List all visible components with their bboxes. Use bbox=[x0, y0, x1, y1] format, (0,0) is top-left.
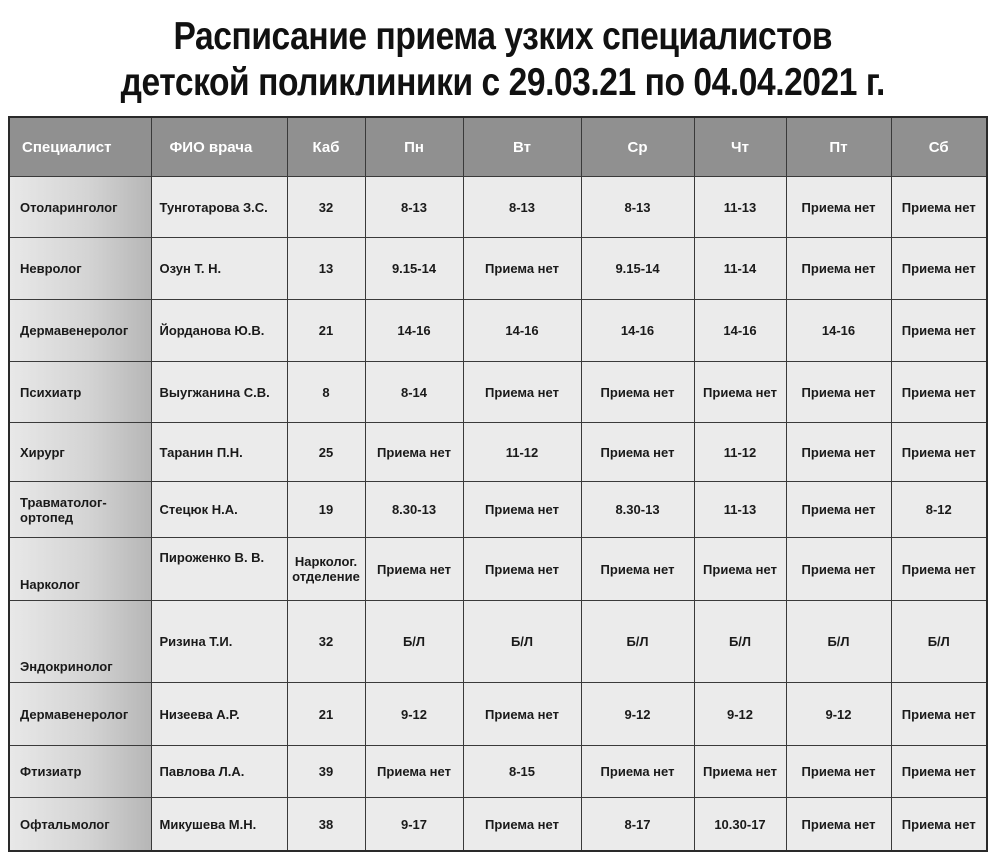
header-room: Каб bbox=[287, 117, 365, 177]
cell-thu: 9-12 bbox=[694, 683, 786, 746]
cell-mon: Приема нет bbox=[365, 538, 463, 601]
cell-sat: Приема нет bbox=[891, 746, 987, 798]
cell-wed: 14-16 bbox=[581, 300, 694, 362]
cell-specialist: Психиатр bbox=[9, 362, 151, 423]
header-tue: Вт bbox=[463, 117, 581, 177]
cell-tue: 8-15 bbox=[463, 746, 581, 798]
cell-room: 32 bbox=[287, 177, 365, 238]
cell-wed: Приема нет bbox=[581, 538, 694, 601]
cell-doctor: Стецюк Н.А. bbox=[151, 482, 287, 538]
cell-doctor: Таранин П.Н. bbox=[151, 423, 287, 482]
table-row bbox=[9, 177, 987, 238]
cell-wed: 9.15-14 bbox=[581, 238, 694, 300]
cell-wed: 8-13 bbox=[581, 177, 694, 238]
cell-wed: 9-12 bbox=[581, 683, 694, 746]
cell-wed: Б/Л bbox=[581, 601, 694, 683]
table-row bbox=[9, 300, 987, 362]
header-sat: Сб bbox=[891, 117, 987, 177]
table-row bbox=[9, 538, 987, 601]
cell-tue: Приема нет bbox=[463, 683, 581, 746]
header-fri: Пт bbox=[786, 117, 891, 177]
cell-room: 21 bbox=[287, 683, 365, 746]
cell-sat: Приема нет bbox=[891, 798, 987, 852]
cell-sat: Приема нет bbox=[891, 300, 987, 362]
cell-mon: Приема нет bbox=[365, 746, 463, 798]
cell-room: 38 bbox=[287, 798, 365, 852]
cell-tue: Б/Л bbox=[463, 601, 581, 683]
cell-sat: Приема нет bbox=[891, 538, 987, 601]
cell-mon: 14-16 bbox=[365, 300, 463, 362]
cell-sat: Приема нет bbox=[891, 683, 987, 746]
cell-doctor: Пироженко В. В. bbox=[151, 538, 287, 601]
cell-specialist: Дермавенеролог bbox=[9, 683, 151, 746]
cell-wed: 8-17 bbox=[581, 798, 694, 852]
cell-thu: 14-16 bbox=[694, 300, 786, 362]
cell-wed: Приема нет bbox=[581, 362, 694, 423]
cell-thu: 11-14 bbox=[694, 238, 786, 300]
cell-sat: Приема нет bbox=[891, 177, 987, 238]
header-specialist: Специалист bbox=[9, 117, 151, 177]
cell-sat: Приема нет bbox=[891, 423, 987, 482]
cell-sat: Б/Л bbox=[891, 601, 987, 683]
table-row bbox=[9, 601, 987, 683]
cell-mon: 8-14 bbox=[365, 362, 463, 423]
cell-thu: 11-12 bbox=[694, 423, 786, 482]
table-row bbox=[9, 683, 987, 746]
cell-fri: Приема нет bbox=[786, 238, 891, 300]
cell-doctor: Павлова Л.А. bbox=[151, 746, 287, 798]
cell-thu: Приема нет bbox=[694, 362, 786, 423]
header-doctor: ФИО врача bbox=[151, 117, 287, 177]
cell-room: 8 bbox=[287, 362, 365, 423]
cell-thu: Приема нет bbox=[694, 746, 786, 798]
cell-room: 19 bbox=[287, 482, 365, 538]
cell-fri: Приема нет bbox=[786, 538, 891, 601]
cell-mon: Б/Л bbox=[365, 601, 463, 683]
cell-thu: Приема нет bbox=[694, 538, 786, 601]
cell-room: 32 bbox=[287, 601, 365, 683]
cell-sat: Приема нет bbox=[891, 362, 987, 423]
cell-tue: 8-13 bbox=[463, 177, 581, 238]
cell-tue: Приема нет bbox=[463, 482, 581, 538]
cell-doctor: Йорданова Ю.В. bbox=[151, 300, 287, 362]
page-title bbox=[73, 14, 933, 106]
cell-tue: 14-16 bbox=[463, 300, 581, 362]
cell-specialist: Нарколог bbox=[9, 538, 151, 601]
table-row bbox=[9, 362, 987, 423]
title-line-1: Расписание приема узких специалистов bbox=[173, 15, 833, 58]
cell-tue: Приема нет bbox=[463, 238, 581, 300]
cell-wed: Приема нет bbox=[581, 746, 694, 798]
cell-specialist: Травматолог-ортопед bbox=[9, 482, 151, 538]
cell-thu: 11-13 bbox=[694, 482, 786, 538]
header-row bbox=[9, 117, 987, 177]
cell-mon: 8-13 bbox=[365, 177, 463, 238]
cell-wed: Приема нет bbox=[581, 423, 694, 482]
cell-room: 39 bbox=[287, 746, 365, 798]
cell-doctor: Тунготарова З.С. bbox=[151, 177, 287, 238]
cell-fri: Приема нет bbox=[786, 423, 891, 482]
table-row bbox=[9, 238, 987, 300]
header-mon: Пн bbox=[365, 117, 463, 177]
cell-doctor: Низеева А.Р. bbox=[151, 683, 287, 746]
table-row bbox=[9, 482, 987, 538]
cell-specialist: Отоларинголог bbox=[9, 177, 151, 238]
title-line-2: детской поликлиники с 29.03.21 по 04.04.2021 г. bbox=[120, 61, 885, 104]
cell-thu: Б/Л bbox=[694, 601, 786, 683]
cell-sat: 8-12 bbox=[891, 482, 987, 538]
schedule-table bbox=[8, 116, 988, 852]
cell-fri: Приема нет bbox=[786, 482, 891, 538]
header-thu: Чт bbox=[694, 117, 786, 177]
cell-doctor: Микушева М.Н. bbox=[151, 798, 287, 852]
cell-doctor: Озун Т. Н. bbox=[151, 238, 287, 300]
header-wed: Ср bbox=[581, 117, 694, 177]
cell-specialist: Дермавенеролог bbox=[9, 300, 151, 362]
cell-fri: 9-12 bbox=[786, 683, 891, 746]
cell-specialist: Офтальмолог bbox=[9, 798, 151, 852]
cell-specialist: Невролог bbox=[9, 238, 151, 300]
cell-mon: 9-12 bbox=[365, 683, 463, 746]
cell-tue: Приема нет bbox=[463, 538, 581, 601]
cell-tue: 11-12 bbox=[463, 423, 581, 482]
table-row bbox=[9, 423, 987, 482]
cell-thu: 10.30-17 bbox=[694, 798, 786, 852]
cell-mon: 8.30-13 bbox=[365, 482, 463, 538]
cell-mon: 9.15-14 bbox=[365, 238, 463, 300]
cell-mon: Приема нет bbox=[365, 423, 463, 482]
cell-specialist: Хирург bbox=[9, 423, 151, 482]
cell-thu: 11-13 bbox=[694, 177, 786, 238]
cell-doctor: Ризина Т.И. bbox=[151, 601, 287, 683]
cell-fri: Приема нет bbox=[786, 746, 891, 798]
cell-tue: Приема нет bbox=[463, 798, 581, 852]
cell-fri: 14-16 bbox=[786, 300, 891, 362]
cell-specialist: Эндокринолог bbox=[9, 601, 151, 683]
cell-tue: Приема нет bbox=[463, 362, 581, 423]
cell-mon: 9-17 bbox=[365, 798, 463, 852]
cell-room: Нарколог. отделение bbox=[287, 538, 365, 601]
cell-sat: Приема нет bbox=[891, 238, 987, 300]
table-row bbox=[9, 746, 987, 798]
cell-doctor: Выугжанина С.В. bbox=[151, 362, 287, 423]
schedule-body bbox=[9, 177, 987, 852]
cell-fri: Приема нет bbox=[786, 362, 891, 423]
cell-fri: Приема нет bbox=[786, 798, 891, 852]
cell-room: 13 bbox=[287, 238, 365, 300]
cell-wed: 8.30-13 bbox=[581, 482, 694, 538]
cell-fri: Б/Л bbox=[786, 601, 891, 683]
cell-specialist: Фтизиатр bbox=[9, 746, 151, 798]
cell-room: 21 bbox=[287, 300, 365, 362]
table-row bbox=[9, 798, 987, 852]
cell-room: 25 bbox=[287, 423, 365, 482]
cell-fri: Приема нет bbox=[786, 177, 891, 238]
